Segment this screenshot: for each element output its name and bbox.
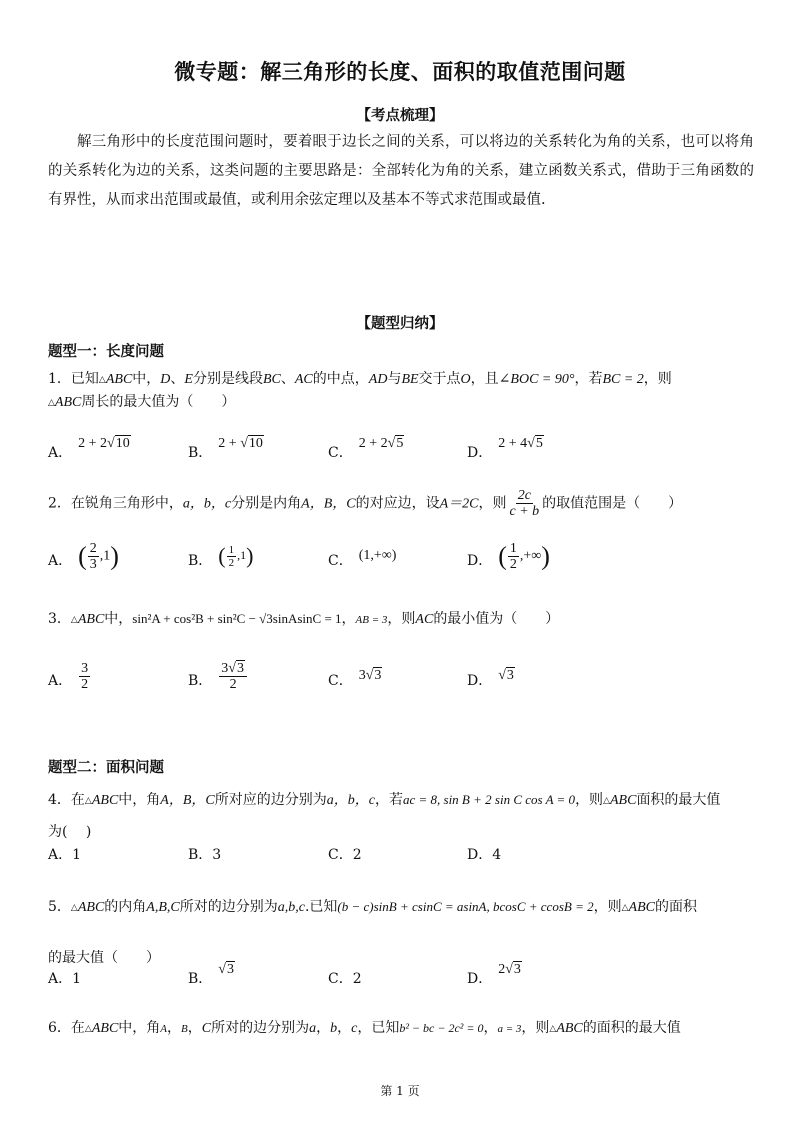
question-number: 4． — [48, 792, 71, 808]
q6-b-angle: B — [181, 1023, 188, 1035]
paren-icon: ) — [246, 543, 254, 568]
q6-text: 中，角 — [118, 1020, 161, 1036]
q4-text: 中，角 — [118, 792, 161, 808]
q2-sides: a，b，c — [182, 496, 232, 512]
q4-text: 所对应的边分别为 — [214, 792, 327, 808]
sqrt-icon: √ — [107, 436, 115, 451]
q3-equation: sin²A + cos²B + sin²C − √3sinAsinC = 1 — [132, 611, 342, 626]
triangle-icon: △ — [48, 398, 55, 408]
option-letter: C． — [328, 445, 353, 461]
sqrt-icon: √ — [240, 436, 248, 451]
paren-icon: ) — [110, 541, 119, 570]
option-value: 2 + 2 — [358, 436, 388, 451]
option-c[interactable] — [328, 540, 396, 580]
q5-text: 的最大值（ ） — [48, 950, 160, 966]
question-2 — [48, 488, 758, 520]
q1-d: D — [160, 372, 171, 387]
paren-icon: ( — [218, 543, 226, 568]
q1-abc: ABC — [54, 395, 82, 410]
fraction-denominator: 2 — [228, 556, 235, 569]
q6-abc: ABC — [91, 1021, 119, 1036]
triangle-icon: △ — [84, 1024, 92, 1034]
option-letter: C． — [328, 553, 353, 569]
q2-text: 的取值范围是（ ） — [542, 495, 683, 512]
q5-equation: (b − c)sinB + csinC = asinA, bcosC + ccosB = 2 — [337, 899, 594, 914]
question-1-options — [48, 432, 758, 472]
fraction-numerator: 1 — [509, 540, 517, 556]
question-1 — [48, 368, 758, 414]
q2-condition: A＝2C — [439, 496, 479, 512]
option-a[interactable] — [48, 432, 131, 472]
page-footer: 第 1 页 — [380, 1084, 420, 1098]
q6-text: 在 — [70, 1020, 85, 1036]
type1-heading: 题型一：长度问题 — [48, 344, 164, 360]
q6-a-angle: A — [160, 1023, 168, 1035]
q4-sides: a，b，c — [326, 793, 375, 808]
option-value: ,1 — [237, 547, 247, 562]
q4-text: 面积的最大值 — [636, 792, 721, 808]
fraction-numerator: 2c — [517, 488, 531, 503]
option-value: 3 — [513, 962, 521, 977]
q3-text: 的最小值为（ ） — [433, 611, 560, 627]
option-c[interactable]: C．2 — [328, 847, 362, 863]
q6-abc: ABC — [556, 1021, 583, 1036]
q1-text: 、 — [170, 371, 185, 387]
question-3 — [48, 608, 758, 631]
q1-bc-value: BC = 2 — [602, 372, 644, 387]
sqrt-icon: √ — [228, 660, 236, 676]
option-d[interactable] — [467, 660, 515, 700]
question-number: 2． — [48, 495, 71, 512]
question-number: 5． — [48, 899, 71, 915]
option-value: 3 — [358, 668, 366, 683]
option-letter: B． — [188, 673, 213, 689]
q3-ab: AB = 3 — [355, 614, 388, 626]
option-value: 2 + 2 — [78, 436, 108, 451]
triangle-icon: △ — [98, 375, 106, 385]
q1-text: 分别是线段 — [192, 371, 263, 387]
option-a[interactable] — [48, 660, 91, 700]
q6-text: 所对的边分别为 — [211, 1020, 310, 1036]
question-number: 6． — [48, 1020, 71, 1036]
q4-text: ，则 — [575, 792, 604, 808]
question-6 — [48, 1016, 758, 1041]
q5-text: 的面积 — [654, 899, 697, 915]
q4-text: 在 — [70, 792, 85, 808]
q1-ac: AC — [294, 372, 313, 387]
q1-o: O — [460, 372, 471, 387]
fraction-numerator: 1 — [228, 543, 235, 556]
option-value: 10 — [248, 436, 263, 451]
q1-text: 的中点， — [312, 371, 369, 387]
q2-fraction — [507, 488, 541, 519]
option-value: 3 — [226, 962, 234, 977]
option-value: 3 — [374, 668, 382, 683]
option-b[interactable] — [188, 540, 253, 580]
question-3-options — [48, 660, 758, 700]
sqrt-icon: √ — [387, 436, 396, 451]
q4-equation: ac = 8, sin B + 2 sin C cos A = 0 — [402, 792, 576, 807]
q2-text: 分别是内角 — [231, 495, 302, 512]
option-letter: A． — [48, 673, 73, 689]
q1-abc: ABC — [105, 372, 133, 387]
page-title: 微专题：解三角形的长度、面积的取值范围问题 — [174, 60, 626, 84]
fraction-numerator: 3 — [236, 660, 244, 676]
option-a[interactable]: A．1 — [48, 847, 82, 863]
question-5-options — [48, 958, 758, 998]
q6-text: 的面积的最大值 — [582, 1020, 681, 1036]
q5-text: .已知 — [304, 899, 338, 915]
option-c[interactable] — [328, 660, 382, 700]
q6-text: ，已知 — [357, 1020, 400, 1036]
q6-text: ， — [167, 1020, 182, 1036]
q1-text: 已知 — [70, 371, 99, 387]
option-letter: D． — [467, 971, 493, 987]
q4-abc: ABC — [609, 793, 637, 808]
option-b[interactable]: B．3 — [188, 847, 222, 863]
q3-text: ， — [341, 611, 356, 627]
q6-side-c: c — [351, 1021, 358, 1036]
q1-ad: AD — [368, 372, 388, 387]
q1-text: 交于点 — [418, 371, 461, 387]
q1-angle: ∠BOC = 90° — [498, 372, 575, 387]
intro-text: 解三角形中的长度范围问题时，要着眼于边长之间的关系，可以将边的关系转化为角的关系，也可以将角的关系转化为边的关系，这类问题的主要思路是：全部转化为角的关系，建立函数关系式，借助于三角函数的有界性，从而求出范围或最值，或利用余弦定理以及基本不等式求范围或最值. — [48, 134, 754, 208]
q1-text: 与 — [387, 371, 402, 387]
fraction-denominator: c + b — [509, 504, 540, 519]
sqrt-icon: √ — [527, 436, 535, 451]
q6-text: ，则 — [521, 1020, 550, 1036]
q5-abc: ABC — [77, 900, 105, 915]
q1-be: BE — [401, 372, 419, 387]
q6-equation: b² − bc − 2c² = 0 — [399, 1021, 484, 1035]
fraction-numerator: 2 — [89, 540, 97, 556]
q6-text: ， — [316, 1020, 331, 1036]
option-letter: A． — [48, 445, 73, 461]
option-value: 2 + 4 — [498, 436, 528, 451]
fraction-denominator: 2 — [81, 676, 89, 692]
q1-text: 中， — [132, 371, 161, 387]
q1-bc: BC — [262, 372, 281, 387]
q2-angles: A，B，C — [301, 496, 356, 512]
paren-icon: ( — [498, 541, 507, 570]
q1-e: E — [184, 372, 193, 387]
fraction-denominator: 2 — [229, 676, 237, 692]
fraction-numerator: 3 — [221, 660, 229, 676]
q5-text: 所对的边分别为 — [179, 899, 278, 915]
q1-text: ，若 — [574, 371, 603, 387]
option-value: (1,+∞) — [358, 548, 397, 563]
triangle-icon: △ — [84, 796, 92, 806]
option-a[interactable]: A．1 — [48, 971, 82, 987]
q2-text: 的对应边，设 — [355, 495, 440, 512]
q3-abc: ABC — [77, 612, 105, 627]
q1-text: 、 — [280, 371, 295, 387]
q3-ac: AC — [415, 612, 434, 627]
q5-text: 的内角 — [104, 899, 147, 915]
q5-abc: ABC — [628, 900, 655, 915]
option-letter: B． — [188, 553, 213, 569]
q5-sides: a,b,c — [277, 900, 305, 915]
option-value: ,+∞ — [519, 548, 542, 564]
sqrt-icon: √ — [505, 962, 513, 977]
option-letter: D． — [467, 445, 493, 461]
q1-text: 周长的最大值为（ ） — [81, 394, 236, 410]
sqrt-icon: √ — [365, 668, 374, 683]
option-b[interactable] — [188, 958, 235, 998]
q6-text: ， — [337, 1020, 352, 1036]
q4-abc: ABC — [91, 793, 119, 808]
triangle-icon: △ — [621, 903, 629, 913]
section-heading-types: 【题型归纳】 — [356, 316, 444, 332]
option-a[interactable] — [48, 540, 119, 580]
option-b[interactable] — [188, 432, 264, 472]
triangle-icon: △ — [549, 1024, 557, 1034]
question-4 — [48, 784, 758, 848]
fraction-denominator: 3 — [89, 556, 97, 572]
q3-text: ，则 — [387, 611, 416, 627]
q2-text: 在锐角三角形中， — [70, 495, 183, 512]
type2-heading: 题型二：面积问题 — [48, 760, 164, 776]
option-value: 10 — [115, 436, 130, 451]
q5-text: ，则 — [593, 899, 622, 915]
option-letter: B． — [188, 971, 213, 987]
question-4-options — [48, 842, 758, 866]
option-value: 5 — [396, 436, 404, 451]
q6-text: ， — [187, 1020, 202, 1036]
q4-text: 为( ) — [48, 824, 92, 840]
section-heading-review: 【考点梳理】 — [356, 108, 444, 124]
option-letter: B． — [188, 445, 213, 461]
paren-icon: ) — [541, 541, 550, 570]
fraction-numerator: 3 — [81, 660, 89, 676]
option-c[interactable] — [328, 432, 404, 472]
option-value: 5 — [535, 436, 543, 451]
option-value: ,1 — [99, 548, 111, 564]
q6-text: ， — [483, 1020, 498, 1036]
question-2-options — [48, 540, 758, 580]
q5-angles: A,B,C — [146, 900, 180, 915]
option-letter: D． — [467, 553, 493, 569]
option-d[interactable]: D．4 — [467, 847, 502, 863]
option-d[interactable] — [467, 540, 550, 580]
option-c[interactable]: C．2 — [328, 971, 362, 987]
triangle-icon: △ — [70, 903, 78, 913]
option-d[interactable] — [467, 432, 544, 472]
option-b[interactable] — [188, 660, 248, 700]
q1-text: ，则 — [643, 371, 672, 387]
q6-side-b: b — [330, 1021, 338, 1036]
option-letter: D． — [467, 673, 493, 689]
option-d[interactable] — [467, 958, 522, 998]
q3-text: 中， — [104, 611, 133, 627]
q6-side-a: a — [309, 1021, 317, 1036]
q2-text: ，则 — [478, 495, 507, 512]
q6-a-value: a = 3 — [497, 1023, 522, 1035]
option-letter: C． — [328, 673, 353, 689]
paren-icon: ( — [78, 541, 87, 570]
triangle-icon: △ — [603, 796, 610, 806]
option-letter: A． — [48, 553, 73, 569]
q4-text: ，若 — [374, 792, 403, 808]
sqrt-icon: √ — [498, 668, 506, 683]
triangle-icon: △ — [70, 615, 78, 625]
q1-text: ，且 — [470, 371, 499, 387]
question-number: 3． — [48, 611, 71, 627]
option-value: 3 — [506, 668, 514, 683]
question-number: 1． — [48, 371, 71, 387]
intro-paragraph — [48, 128, 754, 215]
sqrt-icon: √ — [218, 962, 226, 977]
option-value: 2 + — [218, 436, 241, 451]
fraction-denominator: 2 — [509, 556, 517, 572]
q4-angles: A，B，C — [160, 793, 215, 808]
option-value: 2 — [498, 962, 506, 977]
q6-c-angle: C — [201, 1021, 212, 1036]
